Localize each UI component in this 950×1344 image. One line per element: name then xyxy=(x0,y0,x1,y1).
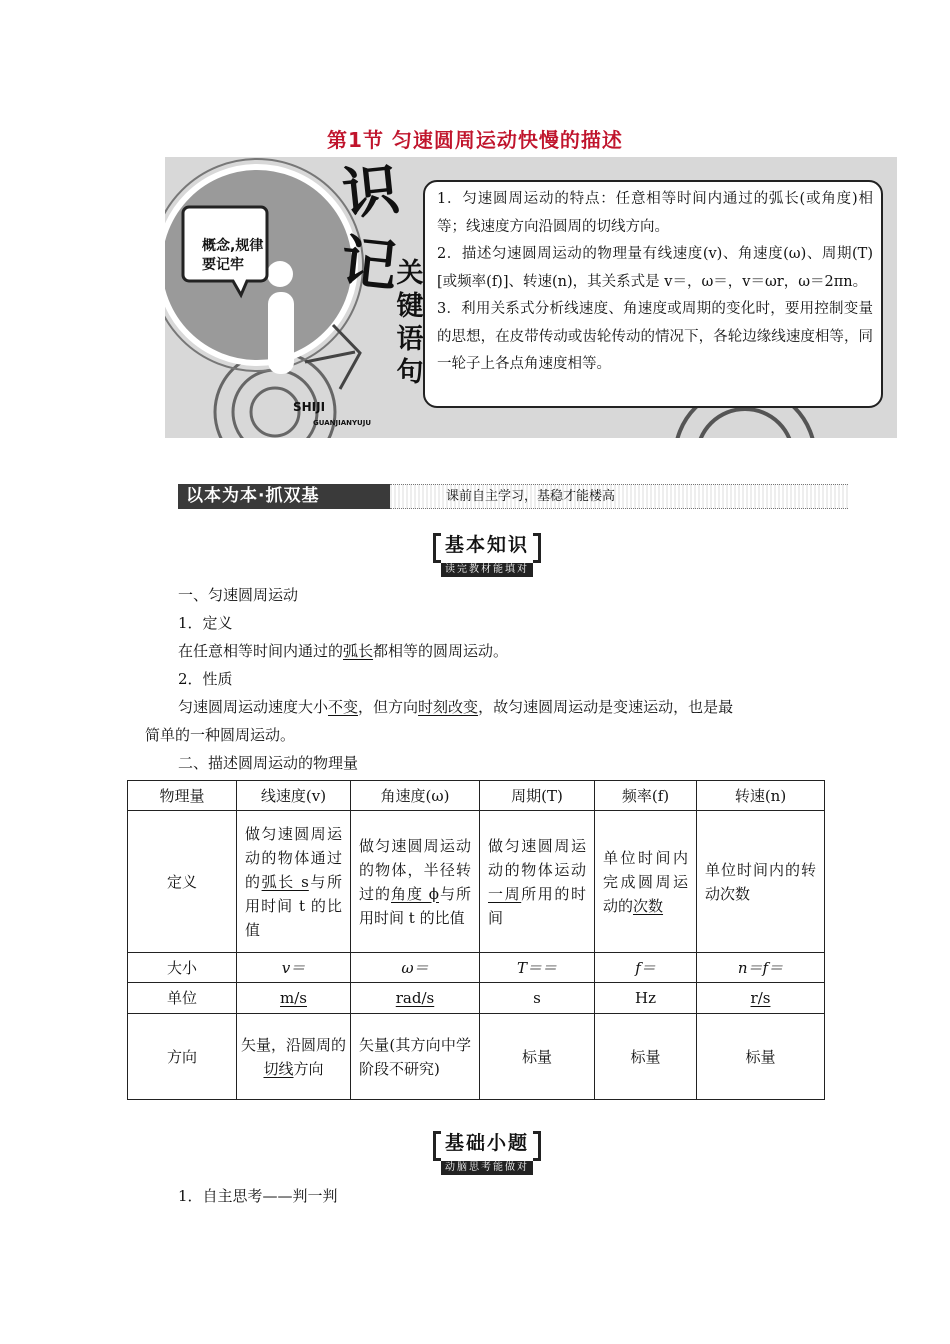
tag-basic-knowledge xyxy=(425,533,549,577)
cell-size-f: f＝ xyxy=(595,953,697,983)
section-subtitle: 课前自主学习，基稳才能楼高 xyxy=(390,484,848,509)
cell-def-f-blank: 次数 xyxy=(633,896,664,915)
tag-basic-questions xyxy=(425,1131,549,1175)
table-row-unit xyxy=(128,983,825,1014)
question-1-heading: 1．自主思考——判一判 xyxy=(178,1187,338,1205)
cell-def-v-blank: 弧长 s xyxy=(261,872,309,891)
heading-definition: 1．定义 xyxy=(178,614,233,632)
cell-def-T xyxy=(480,811,595,953)
cell-dir-v-blank: 切线 xyxy=(263,1059,294,1078)
pinyin-label-1: SHIJI xyxy=(293,400,326,414)
definition-blank: 弧长 xyxy=(343,642,374,660)
char-ji: 记 xyxy=(337,229,401,300)
property-b: ，但方向 xyxy=(358,698,419,716)
key-sentences-box xyxy=(423,180,883,408)
cell-unit-f: Hz xyxy=(595,983,697,1014)
table-row-direction xyxy=(128,1014,825,1100)
cell-def-T-a: 做匀速圆周运动的物体运动 xyxy=(488,836,586,879)
cell-def-v-a: 做匀速圆周运动的物体通过的 xyxy=(245,824,342,891)
tag-basic-knowledge-sub: 读完教材能填对 xyxy=(441,563,533,577)
table-row-size xyxy=(128,953,825,983)
note-2: 2．描述匀速圆周运动的物理量有线速度(v)、角速度(ω)、周期(T)[或频率(f)]、转速(n)，其关系式是 v＝，ω＝，v＝ωr，ω＝2πn。 xyxy=(437,246,873,290)
page-title: 第1节 匀速圆周运动快慢的描述 xyxy=(327,128,623,152)
cell-dir-w: 矢量(其方向中学阶段不研究) xyxy=(351,1014,480,1100)
definition-post: 都相等的圆周运动。 xyxy=(373,642,509,660)
vertical-char-4: 句 xyxy=(396,357,424,388)
cell-def-T-blank: 一周 xyxy=(488,884,522,903)
cell-def-v-b: 与所用时间 t 的比值 xyxy=(245,872,342,939)
note-1: 1．匀速圆周运动的特点：任意相等时间内通过的弧长(或角度)相等；线速度方向沿圆周的切线方向。 xyxy=(437,191,873,235)
row-label-size: 大小 xyxy=(128,953,237,983)
cell-unit-n: r/s xyxy=(697,983,825,1014)
row-label-unit: 单位 xyxy=(128,983,237,1014)
cell-def-w xyxy=(351,811,480,953)
char-shi: 识 xyxy=(339,157,403,228)
heading-property: 2．性质 xyxy=(178,670,233,688)
section-label: 以本为本·抓双基 xyxy=(178,484,390,509)
cell-dir-v xyxy=(237,1014,351,1100)
cell-def-f xyxy=(595,811,697,953)
pinyin-label-2: GUANJIANYUJU xyxy=(313,419,372,427)
cell-size-n: n＝f＝ xyxy=(697,953,825,983)
header-linear-velocity: 线速度(v) xyxy=(237,781,351,811)
cell-dir-n: 标量 xyxy=(697,1014,825,1100)
table-header-row xyxy=(128,781,825,811)
cell-dir-v-b: 方向 xyxy=(293,1059,324,1078)
cell-def-f-a: 单位时间内完成圆周运动的 xyxy=(603,848,688,915)
bubble-text-line2: 要记牢 xyxy=(202,257,244,273)
header-quantity: 物理量 xyxy=(128,781,237,811)
bubble-text-line1: 概念,规律 xyxy=(202,238,264,254)
header-rotation-speed: 转速(n) xyxy=(697,781,825,811)
cell-dir-f: 标量 xyxy=(595,1014,697,1100)
tag-basic-knowledge-title: 基本知识 xyxy=(433,533,541,557)
property-a: 匀速圆周运动速度大小 xyxy=(178,698,329,716)
definition-pre: 在任意相等时间内通过的 xyxy=(178,642,344,660)
cell-def-w-blank: 角度 ϕ xyxy=(391,884,439,903)
cell-size-v: v＝ xyxy=(237,953,351,983)
note-3: 3．利用关系式分析线速度、角速度或周期的变化时，要用控制变量的思想，在皮带传动或齿轮传动的情况下，各轮边缘线速度相等，同一轮子上各点角速度相等。 xyxy=(437,301,873,372)
property-blank-1: 不变 xyxy=(328,698,359,716)
cell-size-T: T＝＝ xyxy=(480,953,595,983)
header-frequency: 频率(f) xyxy=(595,781,697,811)
header-angular-velocity: 角速度(ω) xyxy=(351,781,480,811)
cell-unit-w: rad/s xyxy=(351,983,480,1014)
vertical-char-1: 关 xyxy=(396,258,424,289)
cell-dir-v-a: 矢量，沿圆周的 xyxy=(241,1035,347,1054)
heading-uniform-circular-motion: 一、匀速圆周运动 xyxy=(178,586,299,604)
vertical-char-3: 语 xyxy=(396,324,424,355)
cell-def-w-a: 做匀速圆周运动的物体，半径转过的 xyxy=(359,836,471,903)
property-blank-2: 时刻改变 xyxy=(418,698,479,716)
tag-basic-questions-sub: 动脑思考能做对 xyxy=(441,1161,533,1175)
table-row-definition xyxy=(128,811,825,953)
header-period: 周期(T) xyxy=(480,781,595,811)
heading-physical-quantities: 二、描述圆周运动的物理量 xyxy=(178,754,359,772)
physical-quantities-table xyxy=(127,780,825,1100)
vertical-char-2: 键 xyxy=(396,291,424,322)
cell-unit-T: s xyxy=(480,983,595,1014)
cell-def-n: 单位时间内的转动次数 xyxy=(697,811,825,953)
cell-dir-T: 标量 xyxy=(480,1014,595,1100)
row-label-direction: 方向 xyxy=(128,1014,237,1100)
cell-def-w-b: 与所用时间 t 的比值 xyxy=(359,884,471,927)
property-c: ，故匀速圆周运动是变速运动，也是最 xyxy=(478,698,734,716)
cell-def-v xyxy=(237,811,351,953)
property-text-line2: 简单的一种圆周运动。 xyxy=(145,726,296,744)
cell-size-w: ω＝ xyxy=(351,953,480,983)
cell-def-T-b: 所用的时间 xyxy=(488,884,586,927)
definition-text xyxy=(178,641,508,661)
cell-unit-v: m/s xyxy=(237,983,351,1014)
tag-basic-questions-title: 基础小题 xyxy=(433,1131,541,1155)
property-text xyxy=(178,697,733,717)
row-label-definition: 定义 xyxy=(128,811,237,953)
